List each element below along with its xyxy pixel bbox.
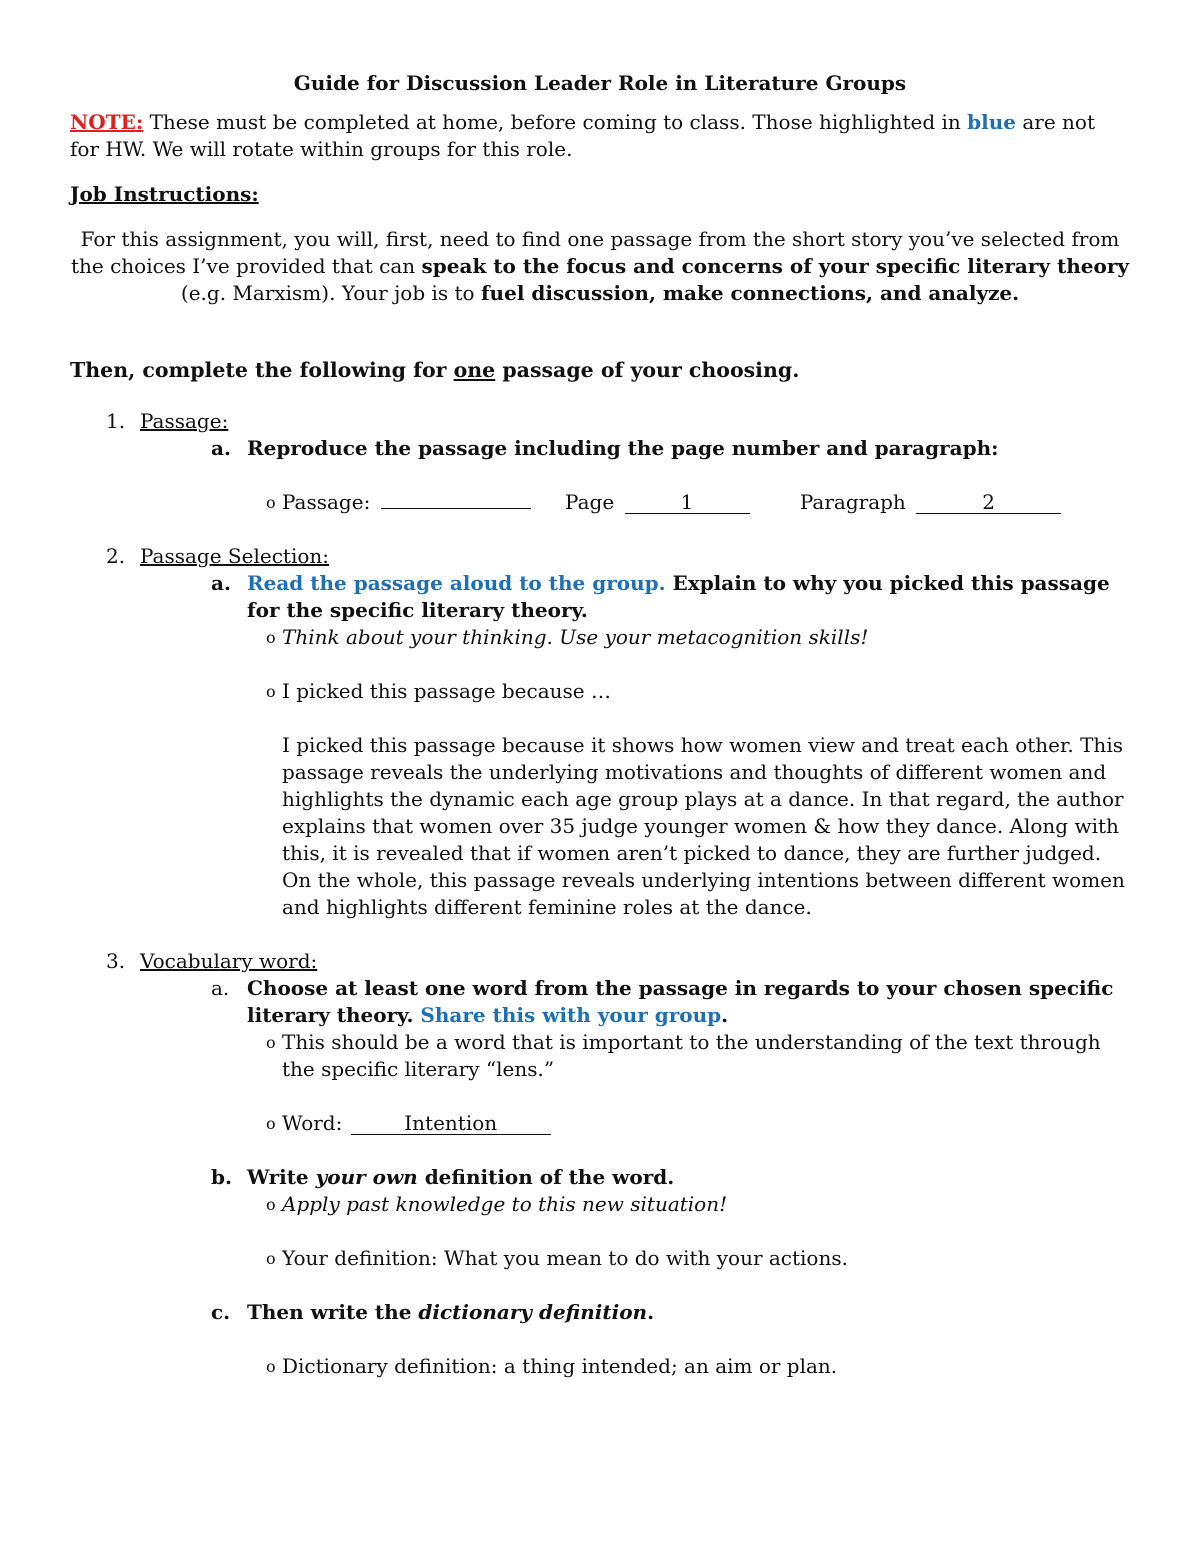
- section-3a-hint: [70, 1029, 1130, 1083]
- section-3b-answer: [70, 1245, 1130, 1272]
- section-1-number: 1.: [106, 409, 126, 433]
- worksheet-page: [70, 70, 1130, 1380]
- bullet-icon: o: [266, 1195, 276, 1214]
- section-3b-hint-text: Apply past knowledge to this new situation!: [282, 1192, 728, 1216]
- passage-field-label: Passage:: [282, 490, 371, 514]
- section-3c-answer: [70, 1353, 1130, 1380]
- then-underlined: one: [453, 358, 496, 382]
- bullet-icon: o: [266, 1114, 276, 1133]
- section-3b-hint: [70, 1191, 1130, 1218]
- then-after: passage of your choosing.: [495, 358, 800, 382]
- section-3b-text2: definition of the word.: [417, 1165, 675, 1189]
- section-2-number: 2.: [106, 544, 126, 568]
- page-field[interactable]: 1: [625, 491, 750, 514]
- section-3b-ital: your own: [315, 1165, 418, 1189]
- section-3c-ital: dictionary definition: [418, 1300, 648, 1324]
- page-title: Guide for Discussion Leader Role in Literature Groups: [293, 71, 907, 95]
- own-definition-text: Your definition: What you mean to do with your actions.: [282, 1246, 848, 1270]
- section-2-prompt-text: I picked this passage because …: [282, 679, 611, 703]
- section-1a: [70, 435, 1130, 462]
- section-passage: [70, 408, 1130, 543]
- section-3c-text2: .: [647, 1300, 655, 1324]
- section-passage-selection: [70, 543, 1130, 948]
- bullet-icon: o: [266, 1249, 276, 1268]
- instructions-paragraph: [70, 226, 1130, 307]
- section-2-response: I picked this passage because it shows how women view and treat each other. This passage reveals the underlying motivations and thoughts of different women and highlights the dynamic each age group plays at a dance. In that regard, the author explains that women over 35 judge younger women & how they dance. Along with this, it is revealed that if women aren’t picked to dance, they are further judged. On the whole, this passage reveals underlying intentions between different women and highlights different feminine roles at the dance.: [282, 733, 1125, 919]
- section-3-label: Vocabulary word:: [140, 949, 318, 973]
- section-2a-letter: a.: [211, 571, 231, 595]
- word-field-label: Word:: [282, 1111, 343, 1135]
- bullet-icon: o: [266, 1033, 276, 1052]
- section-1-label: Passage:: [140, 409, 229, 433]
- word-field-row: [70, 1110, 1130, 1137]
- section-2-hint: [70, 624, 1130, 651]
- section-3c-letter: c.: [211, 1300, 231, 1324]
- bullet-icon: o: [266, 682, 276, 701]
- passage-field[interactable]: [381, 508, 531, 509]
- section-vocabulary: [70, 948, 1130, 1380]
- section-3-number: 3.: [106, 949, 126, 973]
- then-before: Then, complete the following for: [70, 358, 454, 382]
- section-3-heading: [70, 948, 1130, 975]
- paragraph-field[interactable]: 2: [916, 491, 1061, 514]
- job-instructions-heading: Job Instructions:: [70, 182, 259, 206]
- then-heading: [70, 357, 1130, 384]
- paragraph-field-label: Paragraph: [799, 490, 906, 514]
- bullet-icon: o: [266, 1357, 276, 1376]
- note-blue-word: blue: [967, 110, 1016, 134]
- section-1-heading: [70, 408, 1130, 435]
- note-label: NOTE:: [70, 110, 144, 134]
- section-3b-text1: Write: [247, 1165, 316, 1189]
- dictionary-definition-text: Dictionary definition: a thing intended; an aim or plan.: [282, 1354, 838, 1378]
- section-2a-text: Explain to why you picked this passage for the specific literary theory.: [247, 571, 1110, 622]
- bullet-icon: o: [266, 628, 276, 647]
- section-2a: [70, 570, 1130, 624]
- bullet-icon: o: [266, 493, 276, 512]
- section-3b-letter: b.: [211, 1165, 232, 1189]
- note-paragraph: [70, 109, 1130, 163]
- section-2a-blue: Read the passage aloud to the group.: [247, 571, 666, 595]
- section-1a-letter: a.: [211, 436, 231, 460]
- section-3a-text: Choose at least one word from the passage in regards to your chosen specific literary theory.: [247, 976, 1114, 1027]
- section-1a-text: Reproduce the passage including the page number and paragraph:: [247, 436, 999, 460]
- word-field[interactable]: Intention: [351, 1112, 551, 1135]
- passage-fields-row: [70, 489, 1130, 516]
- instructions-bold2: fuel discussion, make connections, and analyze.: [480, 281, 1020, 305]
- instructions-part2: (e.g. Marxism). Your job is to: [180, 281, 481, 305]
- section-2-prompt: [70, 678, 1130, 705]
- section-3c-text1: Then write the: [247, 1300, 419, 1324]
- note-text-before: These must be completed at home, before coming to class. Those highlighted in: [143, 110, 968, 134]
- section-3b: [70, 1164, 1130, 1191]
- section-3a-end: .: [721, 1003, 729, 1027]
- note-text-after: are not for HW. We will rotate within groups for this role.: [70, 110, 1095, 161]
- section-3a-hint-text: This should be a word that is important to the understanding of the text through the specific literary “lens.”: [282, 1030, 1101, 1081]
- section-3c: [70, 1299, 1130, 1326]
- instructions-bold1: speak to the focus and concerns of your specific literary theory: [421, 254, 1129, 278]
- section-2-hint-text: Think about your thinking. Use your metacognition skills!: [282, 625, 869, 649]
- section-3a: [70, 975, 1130, 1029]
- page-field-label: Page: [565, 490, 615, 514]
- instructions-part1: For this assignment, you will, first, need to find one passage from the short story you’ve selected from the choices I’ve provided that can: [70, 227, 1120, 278]
- section-2-label: Passage Selection:: [140, 544, 329, 568]
- section-3a-letter: a.: [211, 976, 230, 1000]
- section-2-heading: [70, 543, 1130, 570]
- section-3a-blue: Share this with your group: [420, 1003, 722, 1027]
